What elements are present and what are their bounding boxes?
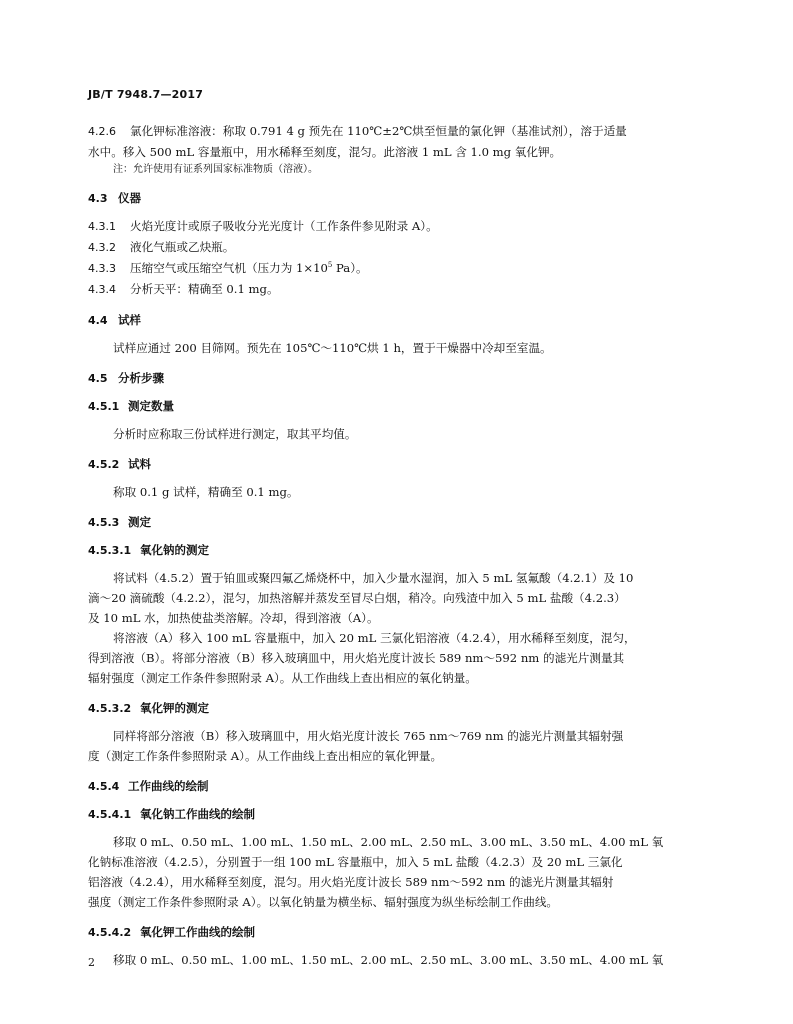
sodium-paragraph-2-line-3: 辐射强度（测定工作条件参照附录 A）。从工作曲线上查出相应的氧化钠量。 [88,671,477,685]
sodium-paragraph-2-line-1: 将溶液（A）移入 100 mL 容量瓶中，加入 20 mL 三氯化铝溶液（4.2.4），用水稀释至刻度，混匀， [113,631,636,645]
clause-text: 液化气瓶或乙炔瓶。 [130,240,235,254]
section-heading-4-5-3-1 [88,540,708,561]
sodium-paragraph-1-line-3: 及 10 mL 水，加热使盐类溶解。冷却，得到溶液（A）。 [88,611,379,625]
clause-text: 分析天平：精确至 0.1 mg。 [130,282,279,296]
section-title: 氧化钠的测定 [140,543,209,557]
section-heading-4-3 [88,188,708,209]
section-number: 4.5.3.1 [88,544,132,557]
section-title: 氧化钾的测定 [140,701,209,715]
clause-4-3-1 [88,216,708,237]
section-title: 分析步骤 [118,371,164,385]
section-heading-4-5 [88,368,708,389]
section-heading-4-5-2 [88,454,708,475]
section-number: 4.5.3 [88,516,120,529]
clause-text-tail: Pa）。 [332,261,368,275]
potassium-curve-line-1: 移取 0 mL、0.50 mL、1.00 mL、1.50 mL、2.00 mL、2.50 mL、3.00 mL、3.50 mL、4.00 mL 氧 [113,953,664,967]
section-number: 4.5 [88,372,108,385]
section-title: 氧化钾工作曲线的绘制 [140,925,255,939]
section-heading-4-5-4-1 [88,804,708,825]
sodium-curve-line-3: 铝溶液（4.2.4），用水稀释至刻度，混匀。用火焰光度计波长 589 nm～592 nm 的滤光片测量其辐射 [88,875,614,889]
sodium-paragraph-1-line-1: 将试料（4.5.2）置于铂皿或聚四氟乙烯烧杯中，加入少量水湿润，加入 5 mL 氢氟酸（4.2.1）及 10 [113,571,634,585]
section-number: 4.5.4.2 [88,926,132,939]
sodium-curve-line-4: 强度（测定工作条件参照附录 A）。以氧化钠量为横坐标、辐射强度为纵坐标绘制工作曲线。 [88,895,559,909]
clause-4-3-2 [88,237,708,258]
clause-4-2-6-note: 注：允许使用有证系列国家标准物质（溶液）。 [113,164,318,175]
section-heading-4-5-1 [88,396,708,417]
quantity-paragraph: 分析时应称取三份试样进行测定，取其平均值。 [113,427,357,441]
section-title: 试样 [118,313,141,327]
section-number: 4.3 [88,192,108,205]
clause-4-3-3 [88,258,708,279]
section-number: 4.5.3.2 [88,702,132,715]
clause-4-3-4 [88,279,708,300]
section-heading-4-5-3-2 [88,698,708,719]
clause-4-2-6 [88,121,708,142]
section-title: 测定 [128,515,151,529]
section-heading-4-5-4-2 [88,922,708,943]
potassium-paragraph-line-2: 度（测定工作条件参照附录 A）。从工作曲线上查出相应的氧化钾量。 [88,749,443,763]
section-number: 4.5.4 [88,780,120,793]
sodium-curve-line-1: 移取 0 mL、0.50 mL、1.00 mL、1.50 mL、2.00 mL、2.50 mL、3.00 mL、3.50 mL、4.00 mL 氧 [113,835,664,849]
sodium-paragraph-2-line-2: 得到溶液（B）。将部分溶液（B）移入玻璃皿中，用火焰光度计波长 589 nm～592 nm 的滤光片测量其 [88,651,625,665]
section-heading-4-4 [88,310,708,331]
clause-4-2-6-continuation: 水中。移入 500 mL 容量瓶中，用水稀释至刻度，混匀。此溶液 1 mL 含 1.0 mg 氧化钾。 [88,145,562,159]
section-number: 4.5.2 [88,458,120,471]
page-number: 2 [88,956,95,969]
clause-text: 压缩空气或压缩空气机（压力为 1×10 [130,261,328,275]
potassium-paragraph-line-1: 同样将部分溶液（B）移入玻璃皿中，用火焰光度计波长 765 nm～769 nm 的滤光片测量其辐射强 [113,729,624,743]
clause-number: 4.3.3 [88,262,116,275]
section-number: 4.5.4.1 [88,808,132,821]
exponent: 5 [327,261,333,270]
clause-number: 4.2.6 [88,125,116,138]
section-number: 4.5.1 [88,400,120,413]
clause-text: 火焰光度计或原子吸收分光光度计（工作条件参见附录 A）。 [130,219,438,233]
clause-text-line: 氯化钾标准溶液：称取 0.791 4 g 预先在 110℃±2℃烘至恒量的氯化钾（基准试剂），溶于适量 [130,124,627,138]
clause-number: 4.3.4 [88,283,116,296]
clause-number: 4.3.2 [88,241,116,254]
section-heading-4-5-3 [88,512,708,533]
test-portion-paragraph: 称取 0.1 g 试样，精确至 0.1 mg。 [113,485,299,499]
section-title: 氧化钠工作曲线的绘制 [140,807,255,821]
section-title: 仪器 [118,191,141,205]
document-body [88,121,708,970]
section-title: 测定数量 [128,399,174,413]
section-heading-4-5-4 [88,776,708,797]
sample-paragraph: 试样应通过 200 目筛网。预先在 105℃～110℃烘 1 h，置于干燥器中冷却至室温。 [113,341,552,355]
clause-number: 4.3.1 [88,220,116,233]
section-title: 试料 [128,457,151,471]
sodium-curve-line-2: 化钠标准溶液（4.2.5），分别置于一组 100 mL 容量瓶中，加入 5 mL 盐酸（4.2.3）及 20 mL 三氯化 [88,855,623,869]
section-title: 工作曲线的绘制 [128,779,209,793]
section-number: 4.4 [88,314,108,327]
sodium-paragraph-1-line-2: 滴～20 滴硫酸（4.2.2），混匀，加热溶解并蒸发至冒尽白烟，稍冷。向残渣中加入 5 mL 盐酸（4.2.3） [88,591,626,605]
standard-code-header: JB/T 7948.7—2017 [88,88,204,101]
